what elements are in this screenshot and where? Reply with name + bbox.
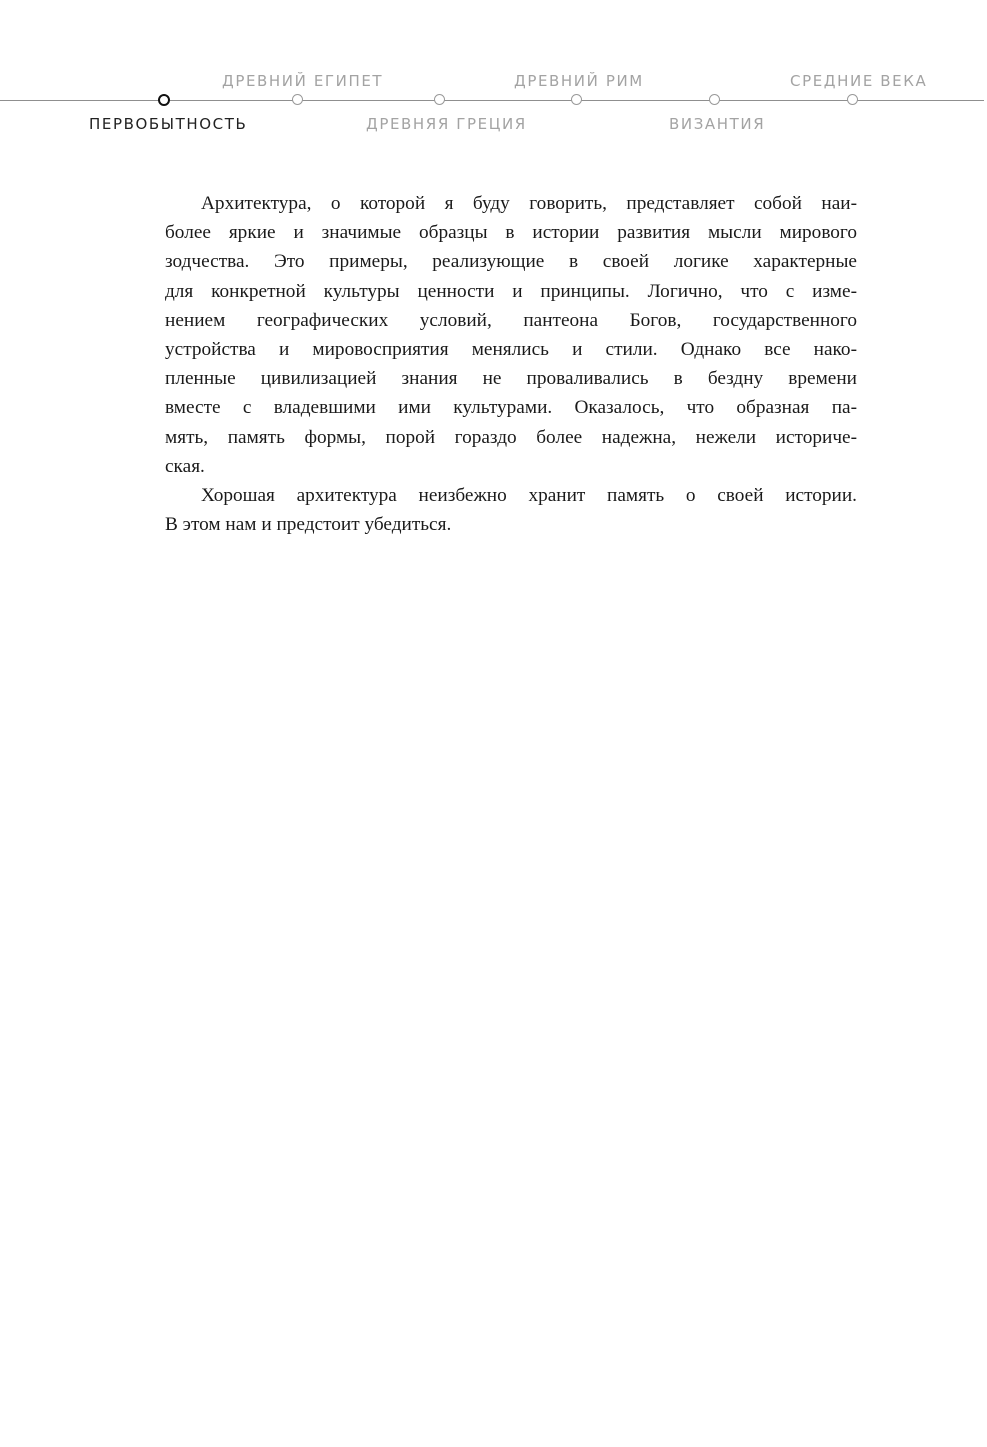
era-marker-byzantium[interactable] [709,94,720,105]
era-label-middle-ages[interactable]: СРЕДНИЕ ВЕКА [790,72,928,90]
era-timeline [0,0,987,150]
era-label-primitive[interactable]: ПЕРВОБЫТНОСТЬ [89,115,248,133]
era-marker-rome[interactable] [571,94,582,105]
paragraph-2 [165,481,857,539]
text-line: устройства и мировосприятия менялись и стили. Однако все нако- [165,339,857,361]
text-line: более яркие и значимые образцы в истории развития мысли мирового [165,222,857,244]
text-line: для конкретной культуры ценности и принципы. Логично, что с изме- [165,280,857,302]
text-line: Хорошая архитектура неизбежно хранит память о своей истории. [201,485,857,507]
text-line: ская. [165,455,205,477]
era-label-greece[interactable]: ДРЕВНЯЯ ГРЕЦИЯ [366,115,527,133]
timeline-line [0,100,984,101]
era-marker-primitive[interactable] [158,94,170,106]
era-marker-greece[interactable] [434,94,445,105]
era-marker-middle-ages[interactable] [847,94,858,105]
text-line: пленные цивилизацией знания не проваливались в бездну времени [165,368,857,390]
text-line: Архитектура, о которой я буду говорить, представляет собой наи- [201,193,857,214]
text-line: зодчества. Это примеры, реализующие в своей логике характерные [165,251,857,273]
era-label-egypt[interactable]: ДРЕВНИЙ ЕГИПЕТ [222,72,384,90]
body-text [165,189,857,539]
paragraph-1 [165,189,857,481]
era-label-byzantium[interactable]: ВИЗАНТИЯ [669,115,766,133]
era-marker-egypt[interactable] [292,94,303,105]
text-line: мять, память формы, порой гораздо более надежна, нежели историче- [165,426,857,448]
text-line: вместе с владевшими ими культурами. Оказалось, что образная па- [165,397,857,419]
text-line: нением географических условий, пантеона Богов, государственного [165,309,857,331]
era-label-rome[interactable]: ДРЕВНИЙ РИМ [514,72,644,90]
text-line: В этом нам и предстоит убедиться. [165,514,452,536]
